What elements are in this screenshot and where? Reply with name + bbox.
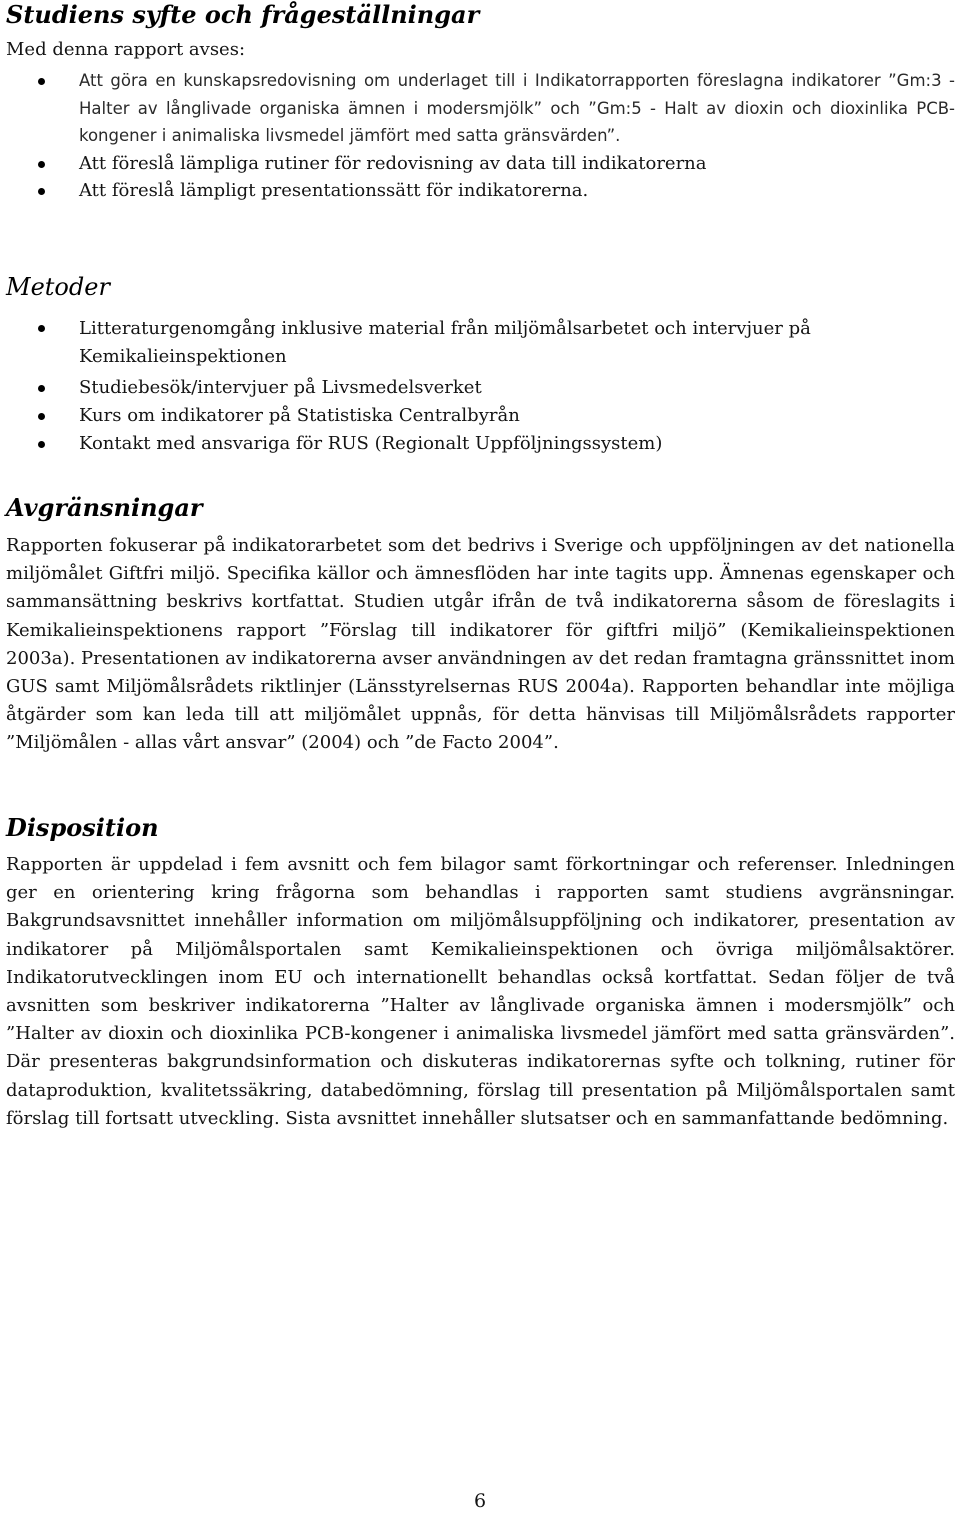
section-heading-avgransningar: Avgränsningar <box>6 493 203 522</box>
bullet-icon <box>38 413 45 420</box>
page-number: 6 <box>473 1490 487 1512</box>
list-item <box>0 177 960 204</box>
intro-text: Med denna rapport avses: <box>6 39 246 60</box>
list-item-text: Studiebesök/intervjuer på Livsmedelsverket <box>79 377 482 398</box>
avgransningar-paragraph: Rapporten fokuserar på indikatorarbetet som det bedrivs i Sverige och uppföljningen av det nationella miljömålet Giftfri miljö. Specifika källor och ämnesflöden har inte tagits upp. Ämnenas egenskaper och sammansättning beskrivs kortfattat. Studien utgår ifrån de två indikatorerna såsom de föreslagits i Kemikalieinspektionens rapport ”Förslag till indikatorer för giftfri miljö” (Kemikalieinspektionen 2003a). Presentationen av indikatorerna avser användningen av det redan framtagna gränssnittet inom GUS samt Miljömålsrådets riktlinjer (Länsstyrelsernas RUS 2004a). Rapporten behandlar inte möjliga åtgärder som kan leda till att miljömålet uppnås, för detta hänvisas till Miljömålsrådets rapporter ”Miljömålen - allas vårt ansvar” (2004) och ”de Facto 2004”. <box>6 535 955 754</box>
list-item-text: Att föreslå lämpliga rutiner för redovisning av data till indikatorerna <box>79 152 707 174</box>
section-heading-syfte: Studiens syfte och frågeställningar <box>6 0 480 29</box>
bullet-icon <box>38 325 45 332</box>
bullet-icon <box>38 161 45 168</box>
syfte-bullet-list <box>0 67 960 204</box>
list-item <box>0 314 960 374</box>
list-item <box>0 374 960 402</box>
list-item <box>0 430 960 458</box>
list-item-text: Kontakt med ansvariga för RUS (Regionalt Uppföljningssystem) <box>79 433 663 454</box>
list-item-text: Litteraturgenomgång inklusive material från miljömålsarbetet och intervjuer på Kemikalieinspektionen <box>79 318 811 367</box>
list-item <box>0 67 960 150</box>
section-heading-disposition: Disposition <box>6 813 159 842</box>
list-item-text: Kurs om indikatorer på Statistiska Centralbyrån <box>79 405 520 426</box>
list-item-text: Att föreslå lämpligt presentationssätt för indikatorerna. <box>79 179 589 201</box>
disposition-paragraph: Rapporten är uppdelad i fem avsnitt och fem bilagor samt förkortningar och referenser. Inledningen ger en orientering kring frågorna som behandlas i rapporten samt studiens avgränsningar. Bakgrundsavsnittet innehåller information om miljömålsuppföljning och indikatorer, presentation av indikatorer på Miljömålsportalen samt Kemikalieinspektionen och övriga miljömålsaktörer. Indikatorutvecklingen inom EU och internationellt behandlas också kortfattat. Sedan följer de två avsnitten som beskriver indikatorerna ”Halter av långlivade organiska ämnen i modersmjölk” och ”Halter av dioxin och dioxinlika PCB-kongener i animaliska livsmedel jämfört med satta gränsvärden”. Där presenteras bakgrundsinformation och diskuteras indikatorernas syfte och tolkning, rutiner för dataproduktion, kvalitetssäkring, databedömning, förslag till presentation på Miljömålsportalen samt förslag till fortsatt utveckling. Sista avsnittet innehåller slutsatser och en sammanfattande bedömning. <box>6 854 955 1129</box>
metoder-bullet-list <box>0 314 960 458</box>
list-item <box>0 402 960 430</box>
bullet-icon <box>38 188 45 195</box>
bullet-icon <box>38 78 45 85</box>
bullet-icon <box>38 441 45 448</box>
section-heading-metoder: Metoder <box>6 273 110 301</box>
list-item <box>0 150 960 177</box>
list-item-text: Att göra en kunskapsredovisning om underlaget till i Indikatorrapporten föreslagna indikatorer ”Gm:3 - Halter av långlivade organiska ämnen i modersmjölk” och ”Gm:5 - Halt av dioxin och dioxinlika PCB-kongener i animaliska livsmedel jämfört med satta gränsvärden”. <box>79 71 955 145</box>
bullet-icon <box>38 385 45 392</box>
